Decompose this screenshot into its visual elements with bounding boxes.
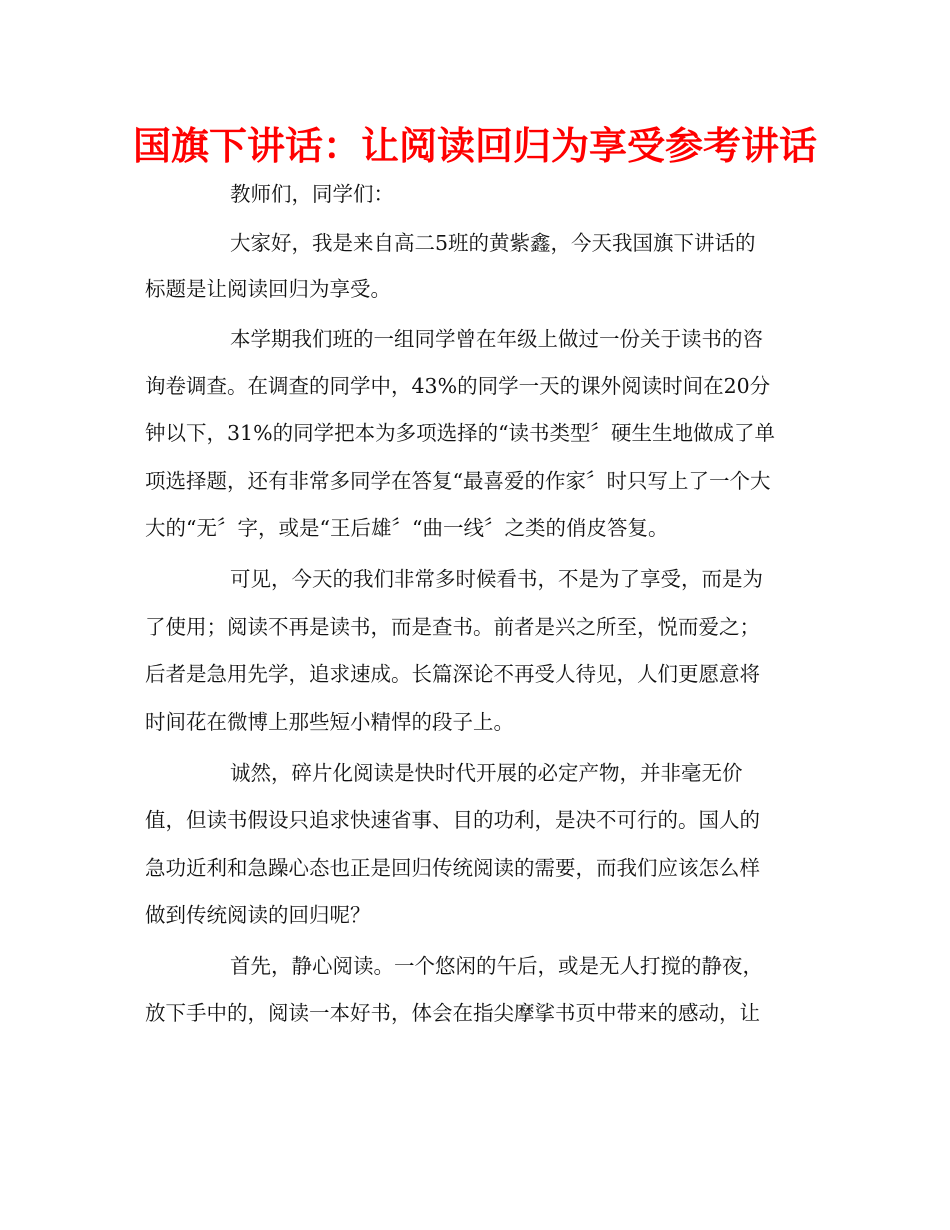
paragraph-line: 询卷调查。在调查的同学中，43%的同学一天的课外阅读时间在20分	[145, 374, 771, 398]
paragraph-line: 大的“无〞字，或是“王后雄〞“曲一线〞之类的俏皮答复。	[145, 516, 669, 540]
paragraph-line: 诚然，碎片化阅读是快时代开展的必定产物，并非毫无价	[230, 761, 743, 785]
paragraph-line: 大家好，我是来自高二5班的黄紫鑫，今天我国旗下讲话的	[230, 231, 756, 255]
paragraph-line: 首先，静心阅读。一个悠闲的午后，或是无人打搅的静夜，	[230, 954, 763, 978]
document-title: 国旗下讲话：让阅读回归为享受参考讲话	[132, 124, 817, 168]
paragraph-line: 放下手中的，阅读一本好书，体会在指尖摩挲书页中带来的感动，让	[145, 1001, 760, 1025]
paragraph-line: 后者是急用先学，追求速成。长篇深论不再受人待见，人们更愿意将	[145, 662, 760, 686]
paragraph-line: 值，但读书假设只追求快速省事、目的功利，是决不可行的。国人的	[145, 808, 760, 832]
paragraph-line: 本学期我们班的一组同学曾在年级上做过一份关于读书的咨	[230, 327, 763, 351]
paragraph-line: 时间花在微博上那些短小精悍的段子上。	[145, 710, 514, 734]
paragraph-line: 标题是让阅读回归为享受。	[145, 277, 391, 301]
paragraph-line: 急功近利和急躁心态也正是回归传统阅读的需要，而我们应该怎么样	[145, 856, 760, 880]
paragraph-line: 做到传统阅读的回归呢？	[145, 903, 371, 927]
paragraph-line: 可见，今天的我们非常多时候看书，不是为了享受，而是为	[230, 567, 763, 591]
paragraph-line: 了使用；阅读不再是读书，而是查书。前者是兴之所至，悦而爱之；	[145, 615, 760, 639]
paragraph-line: 钟以下，31%的同学把本为多项选择的“读书类型〞硬生生地做成了单	[145, 421, 776, 445]
paragraph-line: 项选择题，还有非常多同学在答复“最喜爱的作家〞时只写上了一个大	[145, 469, 771, 493]
salutation-line: 教师们，同学们：	[230, 182, 394, 206]
